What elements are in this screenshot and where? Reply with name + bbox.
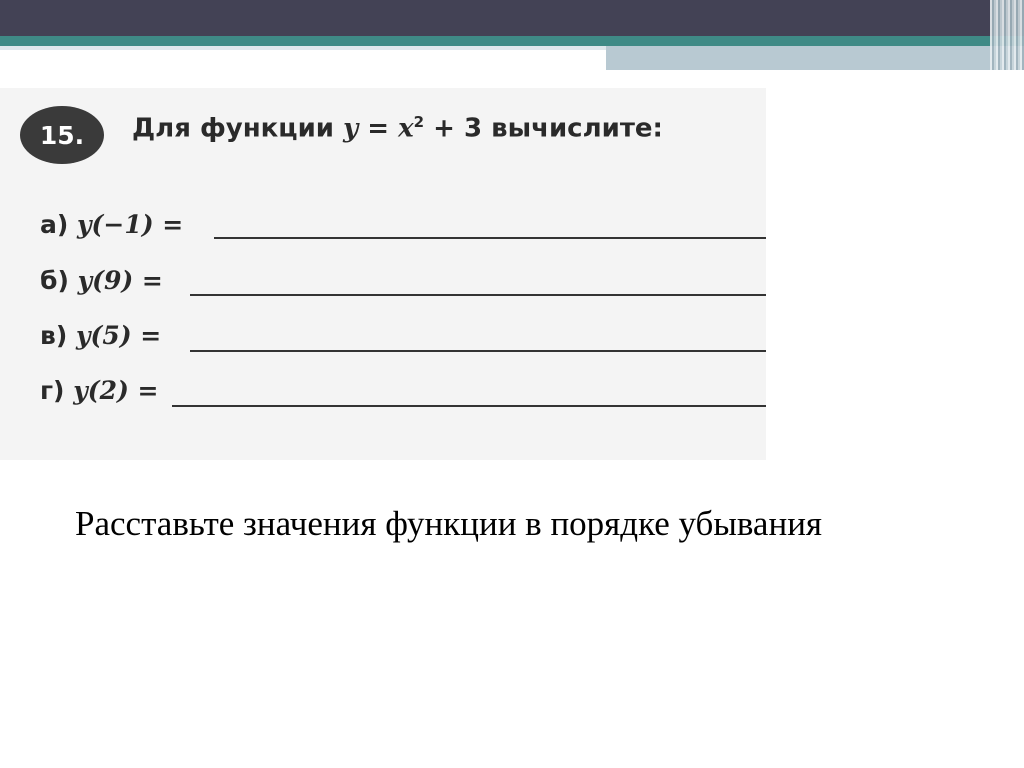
answer-line-g[interactable] xyxy=(172,405,766,407)
item-letter: в) xyxy=(40,321,68,350)
slide-accent-block xyxy=(606,46,1024,70)
answer-line-v[interactable] xyxy=(190,350,766,352)
prompt-prefix: Для функции xyxy=(132,113,335,144)
item-expression: y(9) = xyxy=(77,266,163,295)
answer-line-a[interactable] xyxy=(214,237,766,239)
prompt-suffix: вычислите: xyxy=(491,113,663,144)
slide-corner-decoration xyxy=(990,0,1024,70)
problem-number-badge xyxy=(20,106,104,164)
exercise-item-g xyxy=(40,376,158,405)
exercise-item-v xyxy=(40,321,161,350)
function-exponent: 2 xyxy=(413,113,425,131)
answer-line-b[interactable] xyxy=(190,294,766,296)
function-variable: x xyxy=(398,113,414,144)
instruction-text: Расставьте значения функции в порядке убывания xyxy=(75,504,823,543)
item-expression: y(5) = xyxy=(75,321,162,350)
item-letter: б) xyxy=(40,266,69,295)
function-rest: + 3 xyxy=(433,113,483,144)
item-letter: а) xyxy=(40,210,69,239)
function-lhs: y xyxy=(343,113,359,144)
exercise-item-a xyxy=(40,210,183,239)
equals-sign: = xyxy=(367,113,390,144)
problem-statement xyxy=(132,113,663,144)
exercise-item-b xyxy=(40,266,163,295)
item-letter: г) xyxy=(40,376,65,405)
slide-accent-bar xyxy=(0,36,1024,46)
slide-header-bar xyxy=(0,0,1024,36)
problem-number: 15. xyxy=(39,120,85,150)
item-expression: y(2) = xyxy=(73,376,159,405)
item-expression: y(−1) = xyxy=(77,210,184,239)
